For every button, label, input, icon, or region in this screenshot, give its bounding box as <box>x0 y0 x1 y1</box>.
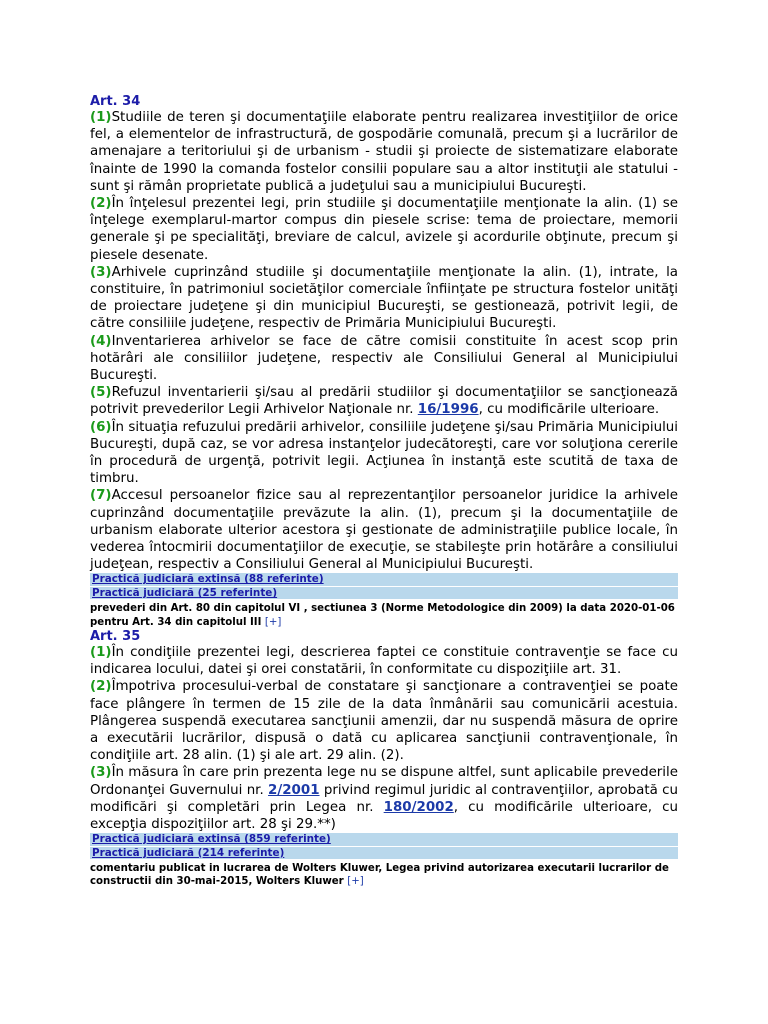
expand-note-link[interactable]: [+] <box>264 616 282 628</box>
law-page <box>90 94 678 889</box>
art34-para-2 <box>90 195 678 264</box>
paragraph-number: (6) <box>90 419 112 435</box>
art34-para-6 <box>90 419 678 488</box>
paragraph-text: Refuzul inventarierii şi/sau al predării studiilor şi documentaţiilor se sancţionează potrivit prevederilor Legii Arhivelor Naţionale nr. <box>90 385 678 418</box>
law-link-180-2002[interactable]: 180/2002 <box>383 799 454 815</box>
art34-para-3 <box>90 264 678 333</box>
paragraph-number: (1) <box>90 110 112 125</box>
note-text: comentariu publicat in lucrarea de Wolters Kluwer, Legea privind autorizarea executarii lucrarilor de constructii din 30-mai-2015, Wolters Kluwer <box>90 863 669 888</box>
paragraph-text: În condiţiile prezentei legi, descrierea faptei ce constituie contravenţie se face cu indicarea locului, datei şi orei constatării, în conformitate cu dispoziţiile art. 31. <box>90 644 678 678</box>
practice-link[interactable]: Practică judiciară (214 referinte) <box>90 847 678 861</box>
expand-note-link[interactable]: [+] <box>347 876 364 888</box>
paragraph-text: Arhivele cuprinzând studiile şi documentaţiile menţionate la alin. (1), intrate, la constituire, în patrimoniul societăţilor comerciale înfiinţate pe structura fostelor unităţi de proiectare judeţene şi din municipiul Bucureşti, se gestionează, potrivit legii, de către consiliile judeţene, respectiv de Primăria Municipiului Bucureşti. <box>90 264 678 332</box>
art34-para-7 <box>90 487 678 573</box>
paragraph-text: Studiile de teren şi documentaţiile elaborate pentru realizarea investiţiilor de orice fel, a elementelor de infrastructură, de gospodărie comunală, precum şi a lucrărilor de amenajare a teritoriului şi de urbanism - studii şi proiecte de sistematizare elaborate înainte de 1990 la comanda fostelor consilii populare sau a altor instituţii ale statului - sunt şi rămân proprietate publică a judeţului sau a municipiului Bucureşti. <box>90 110 678 194</box>
paragraph-number: (5) <box>90 385 112 401</box>
practice-extended-link[interactable]: Practică judiciară extinsă (859 referinte) <box>90 833 678 847</box>
paragraph-text: Inventarierea arhivelor se face de către comisii constituite în acest scop prin hotărâri ale consiliilor judeţene, respectiv ale Consiliului General al Municipiului Bucureşti. <box>90 333 678 384</box>
paragraph-number: (1) <box>90 644 112 660</box>
paragraph-number: (7) <box>90 488 112 504</box>
article-35-title: Art. 35 <box>90 628 141 644</box>
paragraph-text: privind regimul juridic al contravenţiilor, aprobată cu modificări şi completări prin Legea nr. <box>90 782 678 815</box>
note-text: prevederi din Art. 80 din capitolul VI , sectiunea 3 (Norme Metodologice din 2009) la data 2020-01-06 pentru Art. 34 din capitolul III <box>90 603 675 628</box>
paragraph-text: În măsura în care prin prezenta lege nu se dispune altfel, sunt aplicabile prevederile Ordonanţei Guvernului nr. <box>90 765 678 798</box>
art35-note <box>90 862 678 888</box>
paragraph-number: (4) <box>90 333 112 349</box>
art34-para-1 <box>90 109 678 195</box>
article-34-title: Art. 34 <box>90 94 141 109</box>
paragraph-text: , cu modificările ulterioare. <box>478 402 660 418</box>
paragraph-text: , cu modificările ulterioare, cu excepţia dispoziţiilor art. 28 şi 29.**) <box>90 799 678 832</box>
paragraph-number: (3) <box>90 264 112 280</box>
paragraph-number: (3) <box>90 765 112 781</box>
art34-note <box>90 602 678 628</box>
practice-extended-link[interactable]: Practică judiciară extinsă (88 referinte) <box>90 573 678 587</box>
paragraph-number: (2) <box>90 679 112 695</box>
paragraph-text: În înţelesul prezentei legi, prin studiile şi documentaţiile menţionate la alin. (1) se înţelege exemplarul-martor compus din piesele scrise: tema de proiectare, memorii generale şi pe specialităţi, breviare de calcul, avizele şi acordurile obţinute, precum şi piesele desenate. <box>90 196 678 263</box>
paragraph-number: (2) <box>90 196 112 212</box>
art34-para-5 <box>90 384 678 418</box>
paragraph-text: Accesul persoanelor fizice sau al reprezentanţilor persoanelor juridice la arhivele cuprinzând documentaţiile prevăzute la alin. (1), precum şi la documentaţiile de urbanism elaborate ulterior acestora şi gestionate de administraţiile publice locale, în vederea întocmirii documentaţiilor de execuţie, se stabileşte prin hotărâre a consiliului judeţean, respectiv a Consiliului General al Municipiului Bucureşti. <box>90 488 678 573</box>
practice-link[interactable]: Practică judiciară (25 referinte) <box>90 587 678 601</box>
art34-para-4 <box>90 333 678 385</box>
law-link-16-1996[interactable]: 16/1996 <box>417 402 479 418</box>
art35-para-2 <box>90 678 678 764</box>
art35-para-3 <box>90 764 678 833</box>
art35-para-1 <box>90 644 678 678</box>
paragraph-text: În situaţia refuzului predării arhivelor, consiliile judeţene şi/sau Primăria Municipiului Bucureşti, după caz, se vor adresa instanţelor judecătoreşti, care vor soluţiona cererile în procedură de urgenţă, potrivit legii. Acţiunea în instanţă este scutită de taxa de timbru. <box>90 419 678 487</box>
paragraph-text: Împotriva procesului-verbal de constatare şi sancţionare a contravenţiei se poate face plângere în termen de 15 zile de la data înmânării sau comunicării acestuia. Plângerea suspendă executarea sancţiunii amenzii, dar nu suspendă măsura de oprire a executării lucrărilor, dispusă o dată cu aplicarea sancţiunii contravenţionale, în condiţiile art. 28 alin. (1) şi ale art. 29 alin. (2). <box>90 679 678 764</box>
law-link-2-2001[interactable]: 2/2001 <box>268 782 320 798</box>
